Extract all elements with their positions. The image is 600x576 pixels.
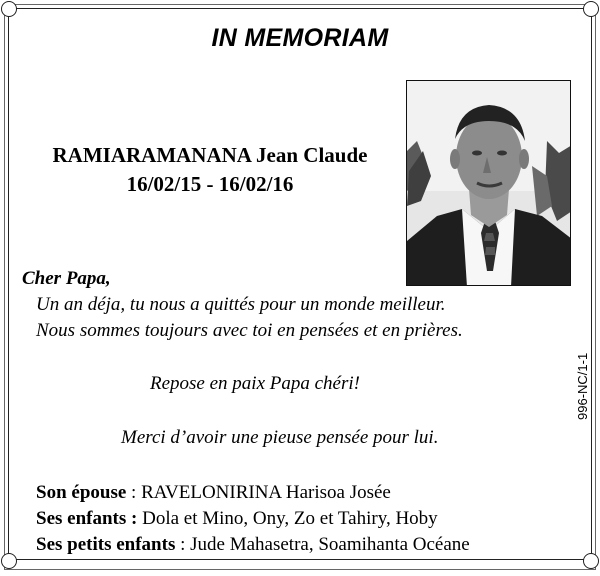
- family-label: Son épouse: [36, 482, 127, 503]
- family-row-grandchildren: [36, 534, 470, 556]
- corner-ornament: [583, 553, 599, 569]
- rest-in-peace-line: Repose en paix Papa chéri!: [150, 373, 360, 394]
- family-label: Ses enfants :: [36, 508, 138, 529]
- family-label: Ses petits enfants: [36, 534, 176, 555]
- page-title: IN MEMORIAM: [211, 24, 389, 52]
- memorial-dates: 16/02/15 - 16/02/16: [126, 172, 294, 196]
- family-names: RAVELONIRINA Harisoa Josée: [141, 482, 391, 503]
- deceased-name: RAMIARAMANANA Jean Claude: [52, 143, 368, 167]
- corner-ornament: [1, 1, 17, 17]
- message-line: Nous sommes toujours avec toi en pensées et en prières.: [36, 320, 463, 341]
- family-separator: :: [175, 534, 191, 555]
- family-separator: :: [126, 482, 142, 503]
- family-names: Jude Mahasetra, Soamihanta Océane: [190, 534, 470, 555]
- corner-ornament: [1, 553, 17, 569]
- corner-ornament: [583, 1, 599, 17]
- salutation: Cher Papa,: [22, 268, 111, 289]
- message-line: Un an déja, tu nous a quittés pour un monde meilleur.: [36, 294, 446, 315]
- thanks-line: Merci d’avoir une pieuse pensée pour lui.: [121, 427, 439, 448]
- family-row-spouse: [36, 482, 391, 504]
- reference-code: 996-NC/1-1: [575, 352, 590, 420]
- family-names: Dola et Mino, Ony, Zo et Tahiry, Hoby: [142, 508, 438, 529]
- portrait-photo: [406, 80, 571, 286]
- family-row-children: [36, 508, 438, 530]
